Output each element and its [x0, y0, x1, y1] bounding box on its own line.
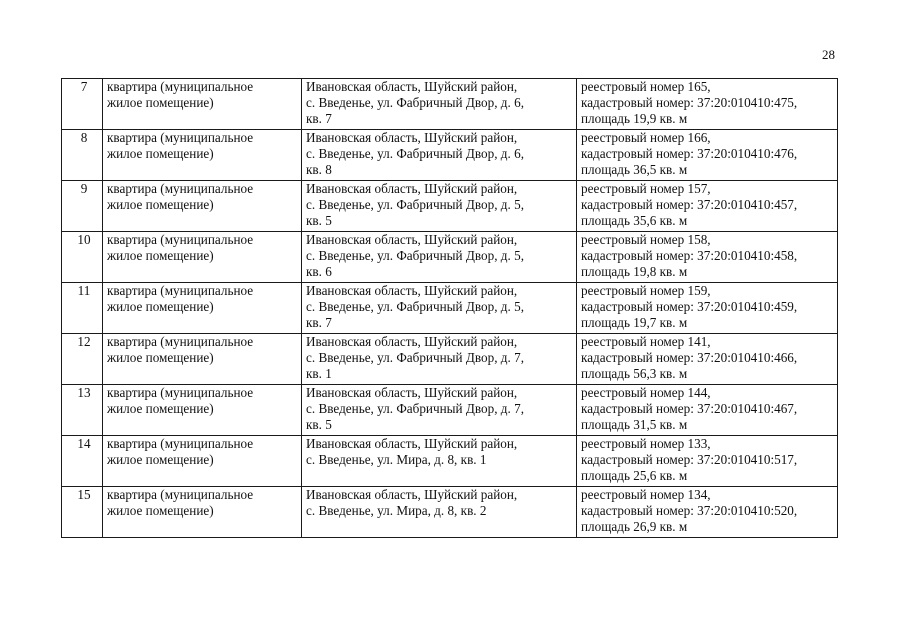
object-details-cell: [577, 283, 838, 334]
row-number: 13: [77, 385, 91, 400]
object-address-line: кв. 6: [306, 264, 332, 279]
object-details-line: реестровый номер 165,: [581, 79, 711, 94]
object-address-cell: [302, 181, 577, 232]
object-type-line: жилое помещение): [107, 350, 214, 365]
object-type-line: квартира (муниципальное: [107, 385, 254, 400]
object-details-line: кадастровый номер: 37:20:010410:517,: [581, 452, 798, 467]
object-details-line: реестровый номер 134,: [581, 487, 711, 502]
object-address-line: кв. 1: [306, 366, 332, 381]
object-details-line: реестровый номер 133,: [581, 436, 711, 451]
table-row: [62, 283, 838, 334]
property-table: [61, 78, 838, 538]
table-row: [62, 385, 838, 436]
object-details-line: реестровый номер 159,: [581, 283, 711, 298]
object-details-line: реестровый номер 157,: [581, 181, 711, 196]
row-number-cell: [62, 487, 103, 538]
object-type-line: жилое помещение): [107, 95, 214, 110]
row-number: 10: [77, 232, 91, 247]
object-address-cell: [302, 487, 577, 538]
object-address-line: с. Введенье, ул. Фабричный Двор, д. 5,: [306, 299, 524, 314]
object-details-line: кадастровый номер: 37:20:010410:476,: [581, 146, 798, 161]
table-row: [62, 334, 838, 385]
table-row: [62, 232, 838, 283]
object-type-line: жилое помещение): [107, 248, 214, 263]
object-details-line: реестровый номер 166,: [581, 130, 711, 145]
object-address-line: с. Введенье, ул. Фабричный Двор, д. 5,: [306, 248, 524, 263]
row-number: 7: [80, 79, 88, 94]
table-row: [62, 436, 838, 487]
object-address-line: Ивановская область, Шуйский район,: [306, 436, 518, 451]
object-address-cell: [302, 232, 577, 283]
object-details-cell: [577, 436, 838, 487]
object-address-line: кв. 8: [306, 162, 332, 177]
object-details-line: площадь 35,6 кв. м: [581, 213, 688, 228]
object-address-line: Ивановская область, Шуйский район,: [306, 79, 518, 94]
object-details-line: площадь 56,3 кв. м: [581, 366, 688, 381]
row-number: 8: [80, 130, 88, 145]
object-type-cell: [103, 283, 302, 334]
object-type-cell: [103, 334, 302, 385]
object-address-line: Ивановская область, Шуйский район,: [306, 181, 518, 196]
object-type-line: квартира (муниципальное: [107, 130, 254, 145]
row-number: 12: [77, 334, 91, 349]
object-type-line: жилое помещение): [107, 452, 214, 467]
object-details-line: кадастровый номер: 37:20:010410:459,: [581, 299, 798, 314]
object-details-line: реестровый номер 158,: [581, 232, 711, 247]
object-address-line: Ивановская область, Шуйский район,: [306, 232, 518, 247]
object-details-line: кадастровый номер: 37:20:010410:466,: [581, 350, 798, 365]
row-number-cell: [62, 283, 103, 334]
object-type-line: жилое помещение): [107, 197, 214, 212]
object-type-line: жилое помещение): [107, 401, 214, 416]
object-type-cell: [103, 130, 302, 181]
row-number: 14: [77, 436, 91, 451]
object-type-line: квартира (муниципальное: [107, 79, 254, 94]
object-address-cell: [302, 79, 577, 130]
object-details-cell: [577, 385, 838, 436]
row-number-cell: [62, 79, 103, 130]
object-address-cell: [302, 436, 577, 487]
row-number: 11: [77, 283, 91, 298]
object-type-line: жилое помещение): [107, 146, 214, 161]
row-number: 9: [80, 181, 88, 196]
object-details-line: площадь 19,9 кв. м: [581, 111, 688, 126]
object-details-line: площадь 26,9 кв. м: [581, 519, 688, 534]
object-details-line: кадастровый номер: 37:20:010410:467,: [581, 401, 798, 416]
object-type-cell: [103, 79, 302, 130]
object-address-line: кв. 5: [306, 417, 332, 432]
object-address-line: Ивановская область, Шуйский район,: [306, 487, 518, 502]
object-details-cell: [577, 487, 838, 538]
object-details-line: кадастровый номер: 37:20:010410:520,: [581, 503, 798, 518]
object-details-line: площадь 25,6 кв. м: [581, 468, 688, 483]
object-address-line: с. Введенье, ул. Мира, д. 8, кв. 1: [306, 452, 487, 467]
object-details-line: кадастровый номер: 37:20:010410:458,: [581, 248, 798, 263]
object-details-line: кадастровый номер: 37:20:010410:457,: [581, 197, 798, 212]
table-row: [62, 79, 838, 130]
object-address-line: с. Введенье, ул. Мира, д. 8, кв. 2: [306, 503, 487, 518]
object-address-line: Ивановская область, Шуйский район,: [306, 334, 518, 349]
object-type-line: квартира (муниципальное: [107, 436, 254, 451]
object-address-line: с. Введенье, ул. Фабричный Двор, д. 7,: [306, 350, 524, 365]
object-details-line: кадастровый номер: 37:20:010410:475,: [581, 95, 798, 110]
object-type-line: квартира (муниципальное: [107, 334, 254, 349]
row-number-cell: [62, 181, 103, 232]
object-details-cell: [577, 181, 838, 232]
object-type-cell: [103, 232, 302, 283]
object-type-cell: [103, 436, 302, 487]
object-address-cell: [302, 385, 577, 436]
object-address-line: с. Введенье, ул. Фабричный Двор, д. 6,: [306, 95, 524, 110]
object-address-line: с. Введенье, ул. Фабричный Двор, д. 7,: [306, 401, 524, 416]
object-type-line: жилое помещение): [107, 299, 214, 314]
object-address-line: Ивановская область, Шуйский район,: [306, 130, 518, 145]
row-number: 15: [77, 487, 91, 502]
row-number-cell: [62, 385, 103, 436]
object-details-line: площадь 19,8 кв. м: [581, 264, 688, 279]
object-address-line: Ивановская область, Шуйский район,: [306, 283, 518, 298]
object-type-line: квартира (муниципальное: [107, 487, 254, 502]
object-details-cell: [577, 79, 838, 130]
page-number: 28: [822, 47, 835, 62]
object-details-line: площадь 36,5 кв. м: [581, 162, 688, 177]
object-details-cell: [577, 334, 838, 385]
object-type-line: жилое помещение): [107, 503, 214, 518]
row-number-cell: [62, 436, 103, 487]
object-details-line: реестровый номер 144,: [581, 385, 711, 400]
object-details-cell: [577, 130, 838, 181]
object-address-line: кв. 7: [306, 111, 332, 126]
row-number-cell: [62, 334, 103, 385]
row-number-cell: [62, 232, 103, 283]
object-type-cell: [103, 487, 302, 538]
object-type-line: квартира (муниципальное: [107, 283, 254, 298]
object-address-line: Ивановская область, Шуйский район,: [306, 385, 518, 400]
object-type-line: квартира (муниципальное: [107, 232, 254, 247]
table-body: [62, 79, 838, 538]
table-row: [62, 181, 838, 232]
table-row: [62, 487, 838, 538]
object-type-line: квартира (муниципальное: [107, 181, 254, 196]
object-type-cell: [103, 385, 302, 436]
object-type-cell: [103, 181, 302, 232]
object-address-cell: [302, 334, 577, 385]
object-address-cell: [302, 130, 577, 181]
row-number-cell: [62, 130, 103, 181]
object-details-cell: [577, 232, 838, 283]
object-address-cell: [302, 283, 577, 334]
object-address-line: с. Введенье, ул. Фабричный Двор, д. 5,: [306, 197, 524, 212]
object-address-line: кв. 5: [306, 213, 332, 228]
object-details-line: площадь 19,7 кв. м: [581, 315, 688, 330]
table-row: [62, 130, 838, 181]
object-address-line: с. Введенье, ул. Фабричный Двор, д. 6,: [306, 146, 524, 161]
object-address-line: кв. 7: [306, 315, 332, 330]
object-details-line: площадь 31,5 кв. м: [581, 417, 688, 432]
object-details-line: реестровый номер 141,: [581, 334, 711, 349]
